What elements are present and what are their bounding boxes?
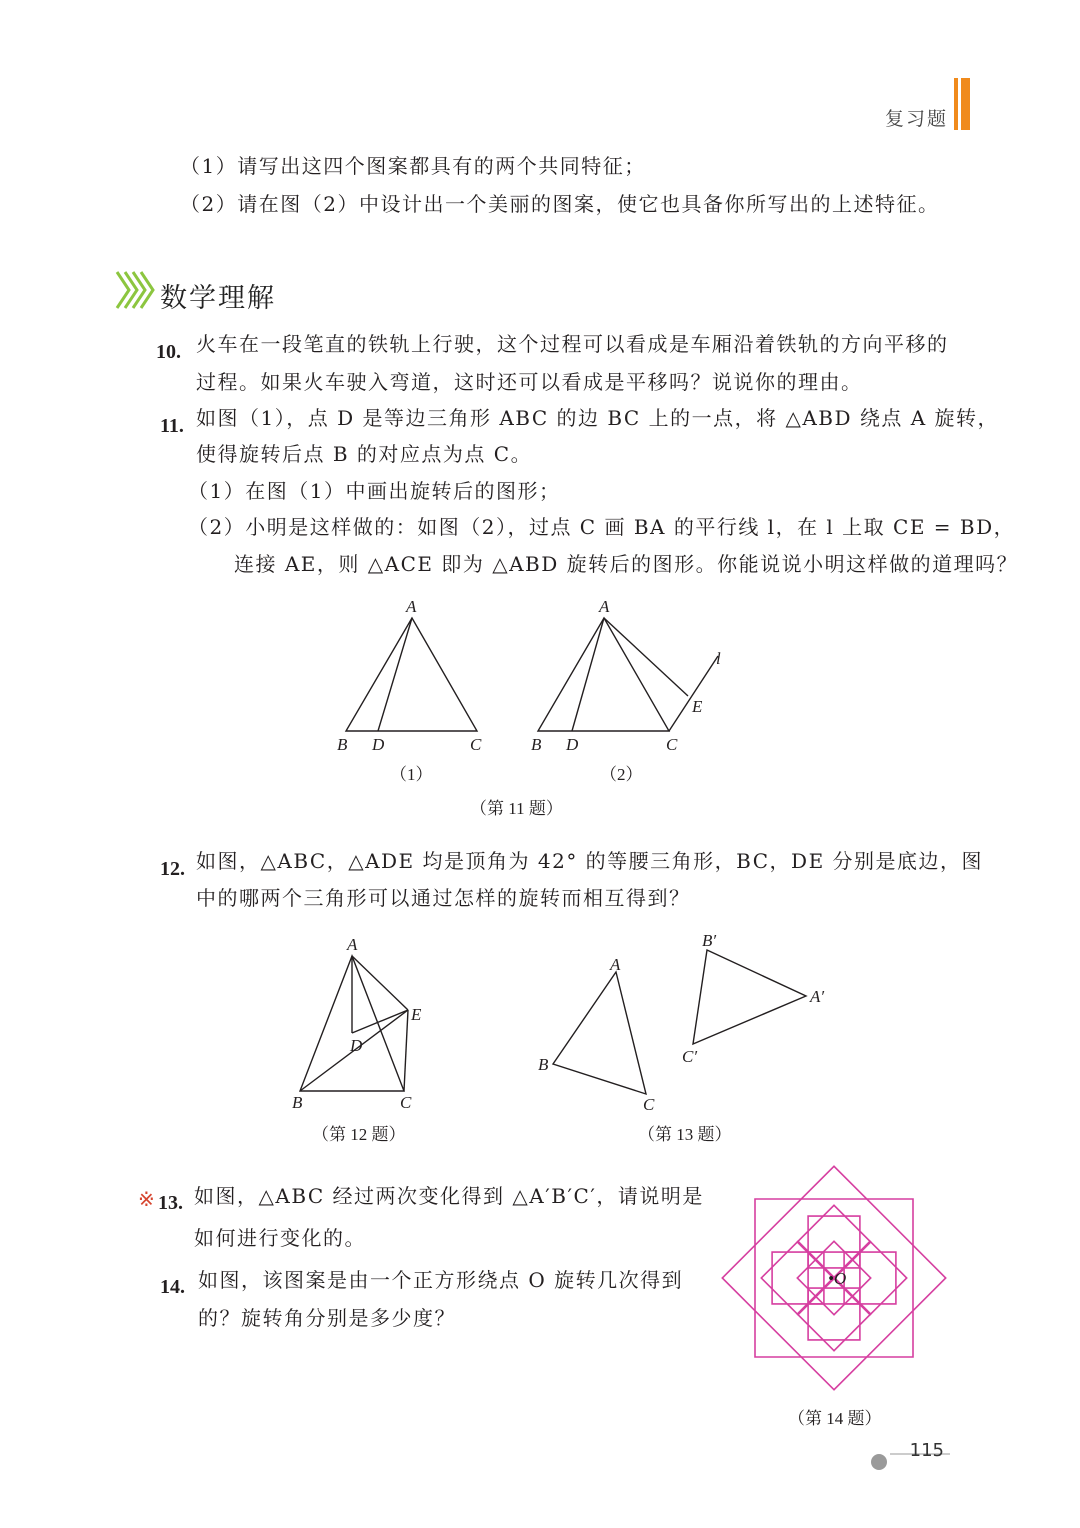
running-header: 复习题 — [884, 108, 948, 130]
q11-sub-2-line-2: 连接 AE，则 △ACE 即为 △ABD 旋转后的图形。你能说说小明这样做的道理吗？ — [234, 552, 1019, 576]
q12-line-2: 中的哪两个三角形可以通过怎样的旋转而相互得到？ — [196, 886, 691, 910]
page-number: 115 — [909, 1440, 944, 1461]
q12-number: 12. — [160, 858, 185, 880]
fig14-caption: （第 14 题） — [788, 1409, 882, 1428]
q10-line-2: 过程。如果火车驶入弯道，这时还可以看成是平移吗？说说你的理由。 — [196, 370, 863, 394]
q11-line-1: 如图（1），点 D 是等边三角形 ABC 的边 BC 上的一点，将 △ABD 绕点 A 旋转， — [196, 406, 1000, 430]
fig12-label-b: B — [292, 1093, 303, 1112]
chevron-icon — [114, 268, 158, 312]
q11-sub-1: （1）在图（1）中画出旋转后的图形； — [188, 479, 561, 503]
q11-sub-2-line-1: （2）小明是这样做的：如图（2），过点 C 画 BA 的平行线 l，在 l 上取 CE = BD， — [188, 515, 1016, 539]
fig11-label-d1: D — [372, 735, 385, 754]
fig12-label-c: C — [400, 1093, 412, 1112]
fig11-label-l: l — [716, 649, 721, 668]
fig13-label-a-prime-b: B′ — [702, 931, 717, 950]
figure-12 — [280, 930, 460, 1150]
intro-item-2: （2）请在图（2）中设计出一个美丽的图案，使它也具备你所写出的上述特征。 — [180, 192, 940, 216]
q11-line-2: 使得旋转后点 B 的对应点为点 C。 — [196, 442, 533, 466]
fig13-caption: （第 13 题） — [638, 1125, 732, 1144]
fig13-label-a: A — [610, 955, 621, 974]
fig12-label-e: E — [411, 1005, 422, 1024]
fig11-label-e: E — [692, 697, 703, 716]
q13-number: 13. — [158, 1192, 183, 1214]
header-accent-bar — [961, 78, 970, 130]
q13-line-2: 如何进行变化的。 — [194, 1226, 366, 1250]
fig11-label-c1: C — [470, 735, 482, 754]
fig12-label-a: A — [347, 935, 358, 954]
section-title: 数学理解 — [160, 283, 276, 314]
q13-line-1: 如图，△ABC 经过两次变化得到 △A′B′C′，请说明是 — [194, 1184, 704, 1208]
fig13-label-b: B — [538, 1055, 549, 1074]
fig11-label-b1: B — [337, 735, 348, 754]
fig11-sub-1: （1） — [390, 765, 433, 784]
figure-11 — [320, 592, 740, 832]
fig11-label-c2: C — [666, 735, 678, 754]
fig12-label-d: D — [350, 1036, 363, 1055]
fig11-sub-2: （2） — [600, 765, 643, 784]
fig11-label-b2: B — [531, 735, 542, 754]
q14-number: 14. — [160, 1276, 185, 1298]
q13-optional-mark: ※ — [138, 1187, 155, 1211]
q14-line-2: 的？旋转角分别是多少度？ — [198, 1306, 456, 1330]
fig13-label-a-prime: A′ — [810, 987, 825, 1006]
q11-number: 11. — [160, 415, 184, 437]
q10-line-1: 火车在一段笔直的铁轨上行驶，这个过程可以看成是车厢沿着铁轨的方向平移的 — [196, 332, 949, 356]
q12-line-1: 如图，△ABC，△ADE 均是顶角为 42° 的等腰三角形，BC，DE 分别是底边，图 — [196, 849, 984, 873]
q10-number: 10. — [156, 341, 181, 363]
figure-13 — [530, 926, 840, 1150]
fig13-label-c-prime: C′ — [682, 1047, 698, 1066]
fig11-label-a1: A — [406, 597, 417, 616]
intro-item-1: （1）请写出这四个图案都具有的两个共同特征； — [180, 154, 646, 178]
fig12-caption: （第 12 题） — [312, 1125, 406, 1144]
q14-line-1: 如图，该图案是由一个正方形绕点 O 旋转几次得到 — [198, 1268, 684, 1292]
fig14-label-o: •O — [828, 1269, 847, 1288]
fig13-label-c: C — [643, 1095, 655, 1114]
fig11-label-d2: D — [566, 735, 579, 754]
fig11-label-a2: A — [599, 597, 610, 616]
figure-14 — [712, 1158, 956, 1430]
header-accent-thin — [954, 78, 958, 130]
fig11-caption: （第 11 题） — [470, 799, 563, 818]
